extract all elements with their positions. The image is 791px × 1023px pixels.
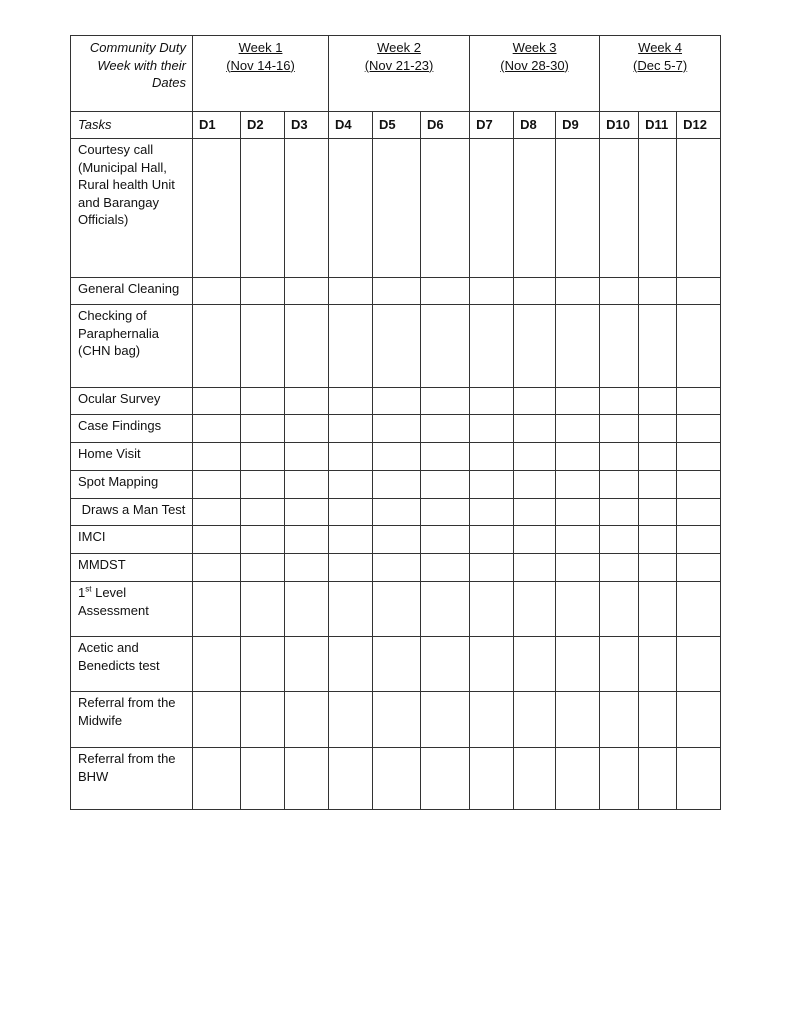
task-line: MMDST bbox=[78, 557, 126, 572]
week-label: Week 3 bbox=[512, 40, 557, 55]
schedule-cell[interactable] bbox=[285, 637, 329, 692]
schedule-cell[interactable] bbox=[373, 278, 421, 305]
task-row bbox=[71, 388, 721, 415]
schedule-cell[interactable] bbox=[241, 582, 285, 637]
schedule-cell[interactable] bbox=[639, 415, 677, 443]
schedule-cell[interactable] bbox=[193, 692, 241, 748]
schedule-cell[interactable] bbox=[241, 471, 285, 499]
schedule-cell[interactable] bbox=[421, 582, 470, 637]
week-1-header bbox=[193, 36, 329, 112]
schedule-cell[interactable] bbox=[241, 443, 285, 471]
task-line: Courtesy call bbox=[78, 142, 154, 157]
schedule-cell[interactable] bbox=[514, 748, 556, 810]
task-line: Officials) bbox=[78, 212, 129, 228]
schedule-cell[interactable] bbox=[600, 637, 639, 692]
task-name-cell bbox=[71, 388, 193, 415]
schedule-cell[interactable] bbox=[241, 692, 285, 748]
task-name-cell bbox=[71, 748, 193, 810]
day-header: D12 bbox=[677, 112, 721, 139]
schedule-cell[interactable] bbox=[470, 692, 514, 748]
day-header: D4 bbox=[329, 112, 373, 139]
schedule-cell[interactable] bbox=[514, 637, 556, 692]
schedule-cell[interactable] bbox=[639, 443, 677, 471]
week-dates: (Nov 21-23) bbox=[364, 57, 434, 73]
task-row bbox=[71, 526, 721, 554]
schedule-cell[interactable] bbox=[373, 305, 421, 388]
schedule-cell[interactable] bbox=[470, 388, 514, 415]
schedule-cell[interactable] bbox=[556, 278, 600, 305]
schedule-cell[interactable] bbox=[514, 554, 556, 582]
schedule-cell[interactable] bbox=[373, 499, 421, 526]
task-name-cell bbox=[71, 554, 193, 582]
schedule-cell[interactable] bbox=[421, 278, 470, 305]
schedule-cell[interactable] bbox=[193, 305, 241, 388]
task-row bbox=[71, 582, 721, 637]
schedule-cell[interactable] bbox=[329, 637, 373, 692]
week-header-row bbox=[71, 36, 721, 112]
schedule-cell[interactable] bbox=[639, 637, 677, 692]
task-line: Draws a Man Test bbox=[78, 502, 186, 517]
schedule-cell[interactable] bbox=[421, 637, 470, 692]
task-row bbox=[71, 748, 721, 810]
schedule-cell[interactable] bbox=[600, 305, 639, 388]
schedule-cell[interactable] bbox=[639, 582, 677, 637]
schedule-cell[interactable] bbox=[470, 526, 514, 554]
schedule-cell[interactable] bbox=[241, 526, 285, 554]
tasks-column-header: Tasks bbox=[71, 112, 193, 139]
schedule-cell[interactable] bbox=[241, 748, 285, 810]
schedule-cell[interactable] bbox=[514, 415, 556, 443]
schedule-cell[interactable] bbox=[677, 305, 721, 388]
schedule-cell[interactable] bbox=[556, 471, 600, 499]
schedule-cell[interactable] bbox=[329, 305, 373, 388]
schedule-cell[interactable] bbox=[556, 748, 600, 810]
schedule-cell[interactable] bbox=[329, 471, 373, 499]
schedule-cell[interactable] bbox=[514, 443, 556, 471]
schedule-cell[interactable] bbox=[600, 499, 639, 526]
schedule-cell[interactable] bbox=[639, 388, 677, 415]
schedule-cell[interactable] bbox=[556, 499, 600, 526]
schedule-cell[interactable] bbox=[421, 415, 470, 443]
schedule-cell[interactable] bbox=[600, 471, 639, 499]
day-header: D7 bbox=[470, 112, 514, 139]
schedule-cell[interactable] bbox=[556, 388, 600, 415]
schedule-cell[interactable] bbox=[556, 139, 600, 278]
week-3-header bbox=[470, 36, 600, 112]
task-row bbox=[71, 415, 721, 443]
task-name-cell bbox=[71, 692, 193, 748]
schedule-cell[interactable] bbox=[514, 278, 556, 305]
task-row bbox=[71, 278, 721, 305]
schedule-cell[interactable] bbox=[639, 554, 677, 582]
task-line: Case Findings bbox=[78, 418, 162, 433]
schedule-cell[interactable] bbox=[285, 499, 329, 526]
schedule-cell[interactable] bbox=[470, 582, 514, 637]
schedule-cell[interactable] bbox=[285, 443, 329, 471]
schedule-cell[interactable] bbox=[285, 582, 329, 637]
schedule-cell[interactable] bbox=[639, 139, 677, 278]
day-header: D11 bbox=[639, 112, 677, 139]
schedule-cell[interactable] bbox=[677, 582, 721, 637]
week-2-header bbox=[329, 36, 470, 112]
task-line: Referral from the bbox=[78, 695, 176, 710]
task-name-cell bbox=[71, 582, 193, 637]
schedule-cell[interactable] bbox=[285, 278, 329, 305]
task-line: BHW bbox=[78, 768, 109, 784]
task-name-cell bbox=[71, 637, 193, 692]
schedule-cell[interactable] bbox=[329, 278, 373, 305]
schedule-cell[interactable] bbox=[329, 443, 373, 471]
schedule-cell[interactable] bbox=[285, 139, 329, 278]
corner-line: Dates bbox=[152, 75, 186, 91]
schedule-cell[interactable] bbox=[470, 471, 514, 499]
schedule-cell[interactable] bbox=[241, 554, 285, 582]
task-row bbox=[71, 499, 721, 526]
schedule-cell[interactable] bbox=[677, 471, 721, 499]
task-line: Midwife bbox=[78, 712, 123, 728]
schedule-cell[interactable] bbox=[639, 471, 677, 499]
task-line: Paraphernalia bbox=[78, 325, 159, 341]
schedule-cell[interactable] bbox=[677, 499, 721, 526]
day-header: D9 bbox=[556, 112, 600, 139]
schedule-cell[interactable] bbox=[373, 139, 421, 278]
schedule-cell[interactable] bbox=[677, 278, 721, 305]
schedule-cell[interactable] bbox=[193, 499, 241, 526]
task-row bbox=[71, 305, 721, 388]
schedule-cell[interactable] bbox=[677, 443, 721, 471]
task-row bbox=[71, 637, 721, 692]
schedule-cell[interactable] bbox=[514, 692, 556, 748]
schedule-cell[interactable] bbox=[677, 554, 721, 582]
schedule-cell[interactable] bbox=[285, 471, 329, 499]
schedule-cell[interactable] bbox=[639, 278, 677, 305]
schedule-cell[interactable] bbox=[514, 582, 556, 637]
community-duty-schedule-table bbox=[70, 35, 721, 810]
schedule-cell[interactable] bbox=[241, 139, 285, 278]
task-row bbox=[71, 554, 721, 582]
schedule-cell[interactable] bbox=[600, 278, 639, 305]
task-name-cell bbox=[71, 471, 193, 499]
schedule-cell[interactable] bbox=[514, 526, 556, 554]
schedule-cell[interactable] bbox=[329, 526, 373, 554]
day-header: D3 bbox=[285, 112, 329, 139]
schedule-cell[interactable] bbox=[470, 637, 514, 692]
schedule-cell[interactable] bbox=[600, 388, 639, 415]
schedule-cell[interactable] bbox=[329, 582, 373, 637]
task-name-cell bbox=[71, 305, 193, 388]
schedule-cell[interactable] bbox=[677, 415, 721, 443]
schedule-cell[interactable] bbox=[677, 388, 721, 415]
schedule-cell[interactable] bbox=[556, 305, 600, 388]
schedule-cell[interactable] bbox=[556, 415, 600, 443]
schedule-cell[interactable] bbox=[677, 692, 721, 748]
task-row bbox=[71, 443, 721, 471]
schedule-cell[interactable] bbox=[373, 526, 421, 554]
schedule-cell[interactable] bbox=[373, 415, 421, 443]
schedule-cell[interactable] bbox=[285, 305, 329, 388]
task-line: (CHN bag) bbox=[78, 343, 141, 359]
schedule-cell[interactable] bbox=[639, 748, 677, 810]
corner-line: Week with their bbox=[97, 57, 186, 73]
schedule-cell[interactable] bbox=[600, 554, 639, 582]
schedule-cell[interactable] bbox=[193, 526, 241, 554]
week-4-header bbox=[600, 36, 721, 112]
schedule-cell[interactable] bbox=[193, 554, 241, 582]
schedule-cell[interactable] bbox=[470, 748, 514, 810]
schedule-cell[interactable] bbox=[193, 139, 241, 278]
schedule-cell[interactable] bbox=[421, 499, 470, 526]
corner-line: Community Duty bbox=[89, 40, 186, 55]
task-line: and Barangay bbox=[78, 194, 159, 210]
schedule-cell[interactable] bbox=[600, 139, 639, 278]
schedule-cell[interactable] bbox=[329, 554, 373, 582]
task-line: Referral from the bbox=[78, 751, 176, 766]
task-name-cell bbox=[71, 139, 193, 278]
task-line: Rural health Unit bbox=[78, 177, 175, 193]
task-line: Spot Mapping bbox=[78, 474, 159, 489]
week-dates: (Nov 14-16) bbox=[226, 57, 295, 73]
schedule-cell[interactable] bbox=[373, 443, 421, 471]
schedule-cell[interactable] bbox=[470, 499, 514, 526]
schedule-cell[interactable] bbox=[373, 748, 421, 810]
schedule-cell[interactable] bbox=[514, 139, 556, 278]
task-line: (Municipal Hall, bbox=[78, 159, 167, 175]
schedule-cell[interactable] bbox=[285, 415, 329, 443]
schedule-cell[interactable] bbox=[193, 748, 241, 810]
schedule-cell[interactable] bbox=[470, 139, 514, 278]
schedule-cell[interactable] bbox=[600, 526, 639, 554]
task-row bbox=[71, 471, 721, 499]
task-line-text: Level bbox=[95, 585, 127, 600]
task-row bbox=[71, 692, 721, 748]
schedule-cell[interactable] bbox=[241, 499, 285, 526]
schedule-cell[interactable] bbox=[329, 499, 373, 526]
schedule-cell[interactable] bbox=[470, 554, 514, 582]
task-name-cell bbox=[71, 278, 193, 305]
schedule-cell[interactable] bbox=[285, 388, 329, 415]
schedule-cell[interactable] bbox=[556, 526, 600, 554]
schedule-cell[interactable] bbox=[193, 278, 241, 305]
schedule-cell[interactable] bbox=[373, 554, 421, 582]
schedule-cell[interactable] bbox=[556, 554, 600, 582]
schedule-cell[interactable] bbox=[373, 637, 421, 692]
day-header: D1 bbox=[193, 112, 241, 139]
schedule-cell[interactable] bbox=[421, 526, 470, 554]
day-header: D10 bbox=[600, 112, 639, 139]
schedule-cell[interactable] bbox=[285, 526, 329, 554]
day-header: D5 bbox=[373, 112, 421, 139]
day-header: D6 bbox=[421, 112, 470, 139]
schedule-cell[interactable] bbox=[421, 443, 470, 471]
schedule-cell[interactable] bbox=[677, 526, 721, 554]
schedule-cell[interactable] bbox=[514, 388, 556, 415]
schedule-cell[interactable] bbox=[514, 499, 556, 526]
schedule-cell[interactable] bbox=[421, 388, 470, 415]
task-name-cell bbox=[71, 415, 193, 443]
schedule-cell[interactable] bbox=[556, 637, 600, 692]
schedule-cell[interactable] bbox=[285, 692, 329, 748]
schedule-cell[interactable] bbox=[639, 692, 677, 748]
schedule-cell[interactable] bbox=[329, 692, 373, 748]
schedule-cell[interactable] bbox=[514, 471, 556, 499]
schedule-cell[interactable] bbox=[639, 305, 677, 388]
schedule-cell[interactable] bbox=[329, 388, 373, 415]
schedule-cell[interactable] bbox=[373, 582, 421, 637]
schedule-cell[interactable] bbox=[600, 443, 639, 471]
schedule-cell[interactable] bbox=[241, 415, 285, 443]
schedule-cell[interactable] bbox=[556, 692, 600, 748]
schedule-cell[interactable] bbox=[470, 443, 514, 471]
schedule-cell[interactable] bbox=[600, 748, 639, 810]
week-dates: (Dec 5-7) bbox=[633, 57, 688, 73]
schedule-cell[interactable] bbox=[193, 443, 241, 471]
schedule-cell[interactable] bbox=[639, 499, 677, 526]
schedule-cell[interactable] bbox=[285, 748, 329, 810]
schedule-cell[interactable] bbox=[514, 305, 556, 388]
task-line: Ocular Survey bbox=[78, 391, 161, 406]
schedule-cell[interactable] bbox=[421, 139, 470, 278]
schedule-cell[interactable] bbox=[556, 443, 600, 471]
schedule-cell[interactable] bbox=[421, 305, 470, 388]
task-line: General Cleaning bbox=[78, 281, 180, 296]
corner-header-cell bbox=[71, 36, 193, 112]
week-label: Week 1 bbox=[238, 40, 283, 55]
schedule-cell[interactable] bbox=[285, 554, 329, 582]
schedule-cell[interactable] bbox=[193, 388, 241, 415]
schedule-cell[interactable] bbox=[600, 582, 639, 637]
schedule-cell[interactable] bbox=[241, 637, 285, 692]
schedule-cell[interactable] bbox=[373, 388, 421, 415]
schedule-cell[interactable] bbox=[600, 692, 639, 748]
schedule-cell[interactable] bbox=[373, 471, 421, 499]
week-label: Week 2 bbox=[377, 40, 421, 55]
task-name-cell bbox=[71, 499, 193, 526]
task-name-cell bbox=[71, 526, 193, 554]
task-line: Acetic and bbox=[78, 640, 139, 655]
schedule-cell[interactable] bbox=[421, 471, 470, 499]
schedule-cell[interactable] bbox=[241, 278, 285, 305]
task-line: Checking of bbox=[78, 308, 147, 323]
task-line: IMCI bbox=[78, 529, 106, 544]
schedule-cell[interactable] bbox=[470, 305, 514, 388]
ordinal-number: 1 bbox=[78, 585, 86, 600]
schedule-cell[interactable] bbox=[600, 415, 639, 443]
schedule-cell[interactable] bbox=[421, 748, 470, 810]
task-row bbox=[71, 139, 721, 278]
task-line: Benedicts test bbox=[78, 657, 160, 673]
ordinal-suffix: st bbox=[85, 584, 92, 594]
schedule-cell[interactable] bbox=[193, 415, 241, 443]
schedule-cell[interactable] bbox=[193, 582, 241, 637]
schedule-cell[interactable] bbox=[193, 637, 241, 692]
day-header: D8 bbox=[514, 112, 556, 139]
schedule-cell[interactable] bbox=[329, 748, 373, 810]
schedule-cell[interactable] bbox=[421, 554, 470, 582]
week-label: Week 4 bbox=[638, 40, 683, 55]
schedule-cell[interactable] bbox=[677, 139, 721, 278]
schedule-cell[interactable] bbox=[421, 692, 470, 748]
task-line: Assessment bbox=[78, 602, 149, 618]
day-header: D2 bbox=[241, 112, 285, 139]
schedule-cell[interactable] bbox=[329, 139, 373, 278]
schedule-cell[interactable] bbox=[639, 526, 677, 554]
schedule-cell[interactable] bbox=[677, 637, 721, 692]
day-header-row bbox=[71, 112, 721, 139]
task-name-cell bbox=[71, 443, 193, 471]
schedule-cell[interactable] bbox=[470, 415, 514, 443]
schedule-cell[interactable] bbox=[470, 278, 514, 305]
schedule-cell[interactable] bbox=[329, 415, 373, 443]
schedule-cell[interactable] bbox=[241, 305, 285, 388]
week-dates: (Nov 28-30) bbox=[500, 57, 569, 73]
task-line: Home Visit bbox=[78, 446, 141, 461]
schedule-cell[interactable] bbox=[241, 388, 285, 415]
schedule-cell[interactable] bbox=[193, 471, 241, 499]
task-line bbox=[78, 584, 186, 602]
schedule-cell[interactable] bbox=[556, 582, 600, 637]
schedule-cell[interactable] bbox=[677, 748, 721, 810]
schedule-cell[interactable] bbox=[373, 692, 421, 748]
